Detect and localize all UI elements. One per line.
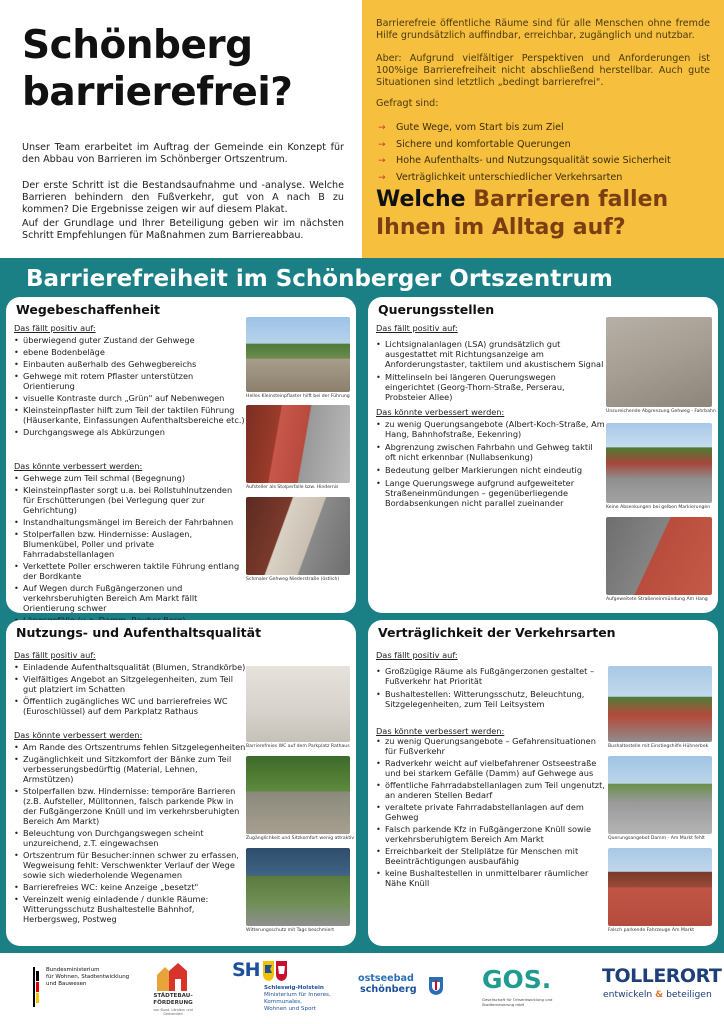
list-item: • Bedeutung gelber Markierungen nicht eindeutig xyxy=(376,465,606,475)
list-item: • Kleinsteinpflaster hilft zum Teil der taktilen Führung (Häuserkante, Einfassungen Aufenthaltsbereiche etc.) xyxy=(14,405,246,425)
list-item: • visuelle Kontraste durch „Grün" auf Nebenwegen xyxy=(14,393,246,403)
list-item: • Gehwege mit rotem Pflaster unterstützen Orientierung xyxy=(14,371,246,391)
photo-strasseneinmuendung xyxy=(606,517,712,595)
goal-item: → Hohe Aufenthalts- und Nutzungsqualität sowie Sicherheit xyxy=(376,153,671,170)
photo-caption: Querungsangebot Damm - Am Markt fehlt xyxy=(608,836,705,841)
photo-aufsteller xyxy=(246,405,350,483)
coat-of-arms-icon xyxy=(262,960,288,982)
ostseebad-schoenberg-logo: ostseebad schönberg xyxy=(358,973,450,1013)
schleswig-holstein-logo: SH Schleswig-Holstein Ministerium für Inneres, Kommunales, Wohnen und Sport xyxy=(232,959,331,1012)
list-item: • öffentliche Fahrradabstellanlagen zum Teil ungenutzt, an anderen Stellen Bedarf xyxy=(376,780,608,800)
goal-item: → Sichere und komfortable Querungen xyxy=(376,137,671,154)
photo-caption: Keine Absenkungen bei gelben Markierungen xyxy=(606,505,711,510)
photo-sitzkomfort xyxy=(246,756,350,834)
list-item: • Öffentlich zugängliches WC und barrierefreies WC (Euroschlüssel) auf dem Parkplatz Rathaus xyxy=(14,696,246,716)
list-item: • Falsch parkende Kfz in Fußgängerzone Knüll sowie verkehrsberuhigtem Bereich Am Markt xyxy=(376,824,608,844)
page-title: Schönberg barrierefrei? xyxy=(22,23,293,115)
improve-list xyxy=(14,742,246,924)
positive-list xyxy=(14,662,246,716)
card-title: Verträglichkeit der Verkehrsarten xyxy=(378,625,616,640)
positive-list xyxy=(376,339,606,402)
list-item: • Vereinzelt wenig einladende / dunkle Räume: Witterungsschutz Bushaltestelle Bahnhof, Herbergsweg, Postweg xyxy=(14,894,246,924)
photo-witterungsschutz xyxy=(246,848,350,926)
list-item: • Barrierefreies WC: keine Anzeige „besetzt" xyxy=(14,882,246,892)
photo-caption: Schmaler Gehweg Niederstraße (östlich) xyxy=(246,577,340,582)
info-section xyxy=(362,0,724,258)
list-item: • Kleinsteinpflaster sorgt u.a. bei Rollstuhlnutzenden für Erschütterungen (bei Verlegung quer zur Gehrichtung) xyxy=(14,485,246,515)
photo-caption: Aufsteller als Stolperfalle bzw. Hindernis xyxy=(246,485,339,490)
positive-list xyxy=(14,335,246,437)
list-item: • Verkettete Poller erschweren taktile Führung entlang der Bordkante xyxy=(14,561,246,581)
list-item: • Durchgangswege als Abkürzungen xyxy=(14,427,246,437)
photo-caption: Helles Kleinsteinpflaster hilft bei der Führung xyxy=(246,394,350,399)
list-item: • Zugänglichkeit und Sitzkomfort der Bänke zum Teil verbesserungsbedürftig (Material, Lehnen, Armstützen) xyxy=(14,754,246,784)
intro-paragraph-2: Der erste Schritt ist die Bestandsaufnahme und -analyse. Welche Barrieren behindern den Fußverkehr, gut von A nach B zu kommen? Die Ergebnisse zeigen wir auf diesem Plakat. xyxy=(22,180,344,215)
improve-list xyxy=(14,473,246,625)
intro-section xyxy=(0,0,362,258)
list-item: • Erreichbarkeit der Stellplätze für Menschen mit Beeinträchtigungen ausbaufähig xyxy=(376,846,608,866)
photo-bushaltestelle xyxy=(608,666,712,742)
list-item: • ebene Bodenbeläge xyxy=(14,347,246,357)
positive-label: Das fällt positiv auf: xyxy=(376,323,458,333)
list-item: • Auf Wegen durch Fußgängerzonen und verkehrsberuhigten Bereich Am Markt fällt Orientierung schwer xyxy=(14,583,246,613)
photo-wc xyxy=(246,666,350,742)
list-item: • Bushaltestellen: Witterungsschutz, Beleuchtung, Sitzgelegenheiten, zum Teil Leitsystem xyxy=(376,689,608,709)
photo-pflaster xyxy=(246,317,350,392)
list-item: • Mittelinseln bei längeren Querungswegen eingerichtet (Georg-Thorn-Straße, Perserau, Probsteier Allee) xyxy=(376,372,606,402)
list-item: • Ortszentrum für Besucher:innen schwer zu erfassen, Wegweisung fehlt: Verschwenkter Verlauf der Wege sowie sich wiederholende Wegenamen xyxy=(14,850,246,880)
photo-caption: Unzureichende Abgrenzung Gehweg - Fahrbahn xyxy=(606,409,716,414)
info-paragraph-2: Aber: Aufgrund vielfältiger Perspektiven und Anforderungen ist 100%ige Barrierefreiheit nicht abschließend herstellbar. Auch gute Situationen sind letztlich „bedingt barrierefrei". xyxy=(376,53,710,88)
list-item: • Stolperfallen bzw. Hindernisse: Auslagen, Blumenkübel, Poller und private Fahrradabstellanlagen xyxy=(14,529,246,559)
staedtebaufoerderung-logo: STÄDTEBAU- FÖRDERUNG von Bund, Ländern und Gemeinden xyxy=(148,961,198,1021)
list-item: • zu wenig Querungsangebote – Gefahrensituationen für Fußverkehr xyxy=(376,736,608,756)
photo-damm xyxy=(608,756,712,834)
section-banner: Barrierefreiheit im Schönberger Ortszentrum xyxy=(26,266,613,292)
list-item: • Gehwege zum Teil schmal (Begegnung) xyxy=(14,473,246,483)
photo-caption: Witterungsschutz mit Tags beschmiert xyxy=(246,928,335,933)
goal-item: → Gute Wege, vom Start bis zum Ziel xyxy=(376,120,671,137)
improve-list xyxy=(376,736,608,888)
positive-label: Das fällt positiv auf: xyxy=(14,323,96,333)
photo-caption: Bushaltestelle mit Einstiegshilfe Hühnerbek xyxy=(608,744,709,749)
list-item: • Stolperfallen bzw. Hindernisse: temporäre Barrieren (z.B. Aufsteller, Mülltonnen, falsch parkende Pkw in der Fußgängerzone Knüll und im verkehrsberuhigten Bereich Am Markt) xyxy=(14,786,246,826)
improve-label: Das könnte verbessert werden: xyxy=(376,726,505,736)
gos-logo: GOS. Gesellschaft für Ortsentwicklung und Stadterneuerung mbH xyxy=(482,965,553,1007)
card-title: Querungsstellen xyxy=(378,302,495,317)
improve-list xyxy=(376,419,606,508)
list-item: • Lange Querungswege aufgrund aufgeweiteter Straßeneinmündungen – gegenüberliegende Bordabsenkungen nicht parallel zueinander xyxy=(376,478,606,508)
improve-label: Das könnte verbessert werden: xyxy=(14,730,143,740)
list-item: • überwiegend guter Zustand der Gehwege xyxy=(14,335,246,345)
card-verkehrsarten xyxy=(368,620,718,946)
photo-caption: Barrierefreies WC auf dem Parkplatz Rathaus xyxy=(246,744,350,749)
asked-label: Gefragt sind: xyxy=(376,98,439,109)
town-crest-icon xyxy=(428,976,444,996)
info-paragraph-1: Barrierefreie öffentliche Räume sind für alle Menschen ohne fremde Hilfe grundsätzlich auffindbar, erreichbar, zugänglich und nutzbar. xyxy=(376,18,710,41)
list-item: • Vielfältiges Angebot an Sitzgelegenheiten, zum Teil gut platziert im Schatten xyxy=(14,674,246,694)
intro-paragraph-1: Unser Team erarbeitet im Auftrag der Gemeinde ein Konzept für den Abbau von Barrieren im Schönberger Ortszentrum. xyxy=(22,142,344,165)
photo-markierungen xyxy=(606,423,712,503)
positive-list xyxy=(376,666,608,709)
tollerort-logo: TOLLERORT entwickeln & beteiligen xyxy=(602,965,722,1000)
improve-label: Das könnte verbessert werden: xyxy=(14,461,143,471)
list-item: • Am Rande des Ortszentrums fehlen Sitzgelegenheiten xyxy=(14,742,246,752)
card-title: Nutzungs- und Aufenthaltsqualität xyxy=(16,625,262,640)
eagle-icon xyxy=(28,967,42,1007)
list-item: • Abgrenzung zwischen Fahrbahn und Gehweg taktil oft nicht erkennbar (Nullabsenkung) xyxy=(376,442,606,462)
photo-caption: Zugänglichkeit und Sitzkomfort wenig attraktiv xyxy=(246,836,355,841)
card-nutzungsqualitaet xyxy=(6,620,356,946)
list-item: • Instandhaltungsmängel im Bereich der Fahrbahnen xyxy=(14,517,246,527)
list-item: • Einladende Aufenthaltsqualität (Blumen, Strandkörbe) xyxy=(14,662,246,672)
intro-paragraph-3: Auf der Grundlage und Ihrer Beteiligung geben wir im nächsten Schritt Empfehlungen für Maßnahmen zum Barriereabbau. xyxy=(22,218,344,241)
positive-label: Das fällt positiv auf: xyxy=(14,650,96,660)
list-item: • zu wenig Querungsangebote (Albert-Koch-Straße, Am Hang, Bahnhofstraße, Eekenring) xyxy=(376,419,606,439)
goals-list xyxy=(376,120,671,186)
positive-label: Das fällt positiv auf: xyxy=(376,650,458,660)
improve-label: Das könnte verbessert werden: xyxy=(376,407,505,417)
footer-logos xyxy=(0,953,724,1024)
photo-caption: Falsch parkende Fahrzeuge Am Markt xyxy=(608,928,695,933)
card-title: Wegebeschaffenheit xyxy=(16,302,160,317)
list-item: • Radverkehr weicht auf vielbefahrener Ostseestraße und bei starkem Gefälle (Damm) auf Gehwege aus xyxy=(376,758,608,778)
list-item: • veraltete private Fahrradabstellanlagen auf dem Gehweg xyxy=(376,802,608,822)
bmwsb-logo: Bundesministerium für Wohnen, Stadtentwicklung und Bauwesen xyxy=(28,967,138,1011)
list-item: • Beleuchtung von Durchgangswegen scheint unzureichend, z.T. eingewachsen xyxy=(14,828,246,848)
card-wegebeschaffenheit xyxy=(6,297,356,613)
list-item: • Einbauten außerhalb des Gehwegbereichs xyxy=(14,359,246,369)
houses-icon xyxy=(155,961,191,991)
list-item: • keine Bushaltestellen in unmittelbarer räumlicher Nähe Knüll xyxy=(376,868,608,888)
photo-schmaler-gehweg xyxy=(246,497,350,575)
card-querungsstellen xyxy=(368,297,718,613)
list-item: • Großzügige Räume als Fußgängerzonen gestaltet – Fußverkehr hat Priorität xyxy=(376,666,608,686)
photo-abgrenzung xyxy=(606,317,712,407)
photo-caption: Aufgeweitete Straßeneinmündung Am Hang xyxy=(606,597,708,602)
goal-item: → Verträglichkeit unterschiedlicher Verkehrsarten xyxy=(376,170,671,187)
list-item: • Lichtsignalanlagen (LSA) grundsätzlich gut ausgestattet mit Richtungsanzeige am Anforderungstaster, taktilem und akustischem Signal xyxy=(376,339,606,369)
question-heading: Welche Barrieren fallen Ihnen im Alltag auf? xyxy=(376,187,669,240)
photo-am-markt xyxy=(608,848,712,926)
